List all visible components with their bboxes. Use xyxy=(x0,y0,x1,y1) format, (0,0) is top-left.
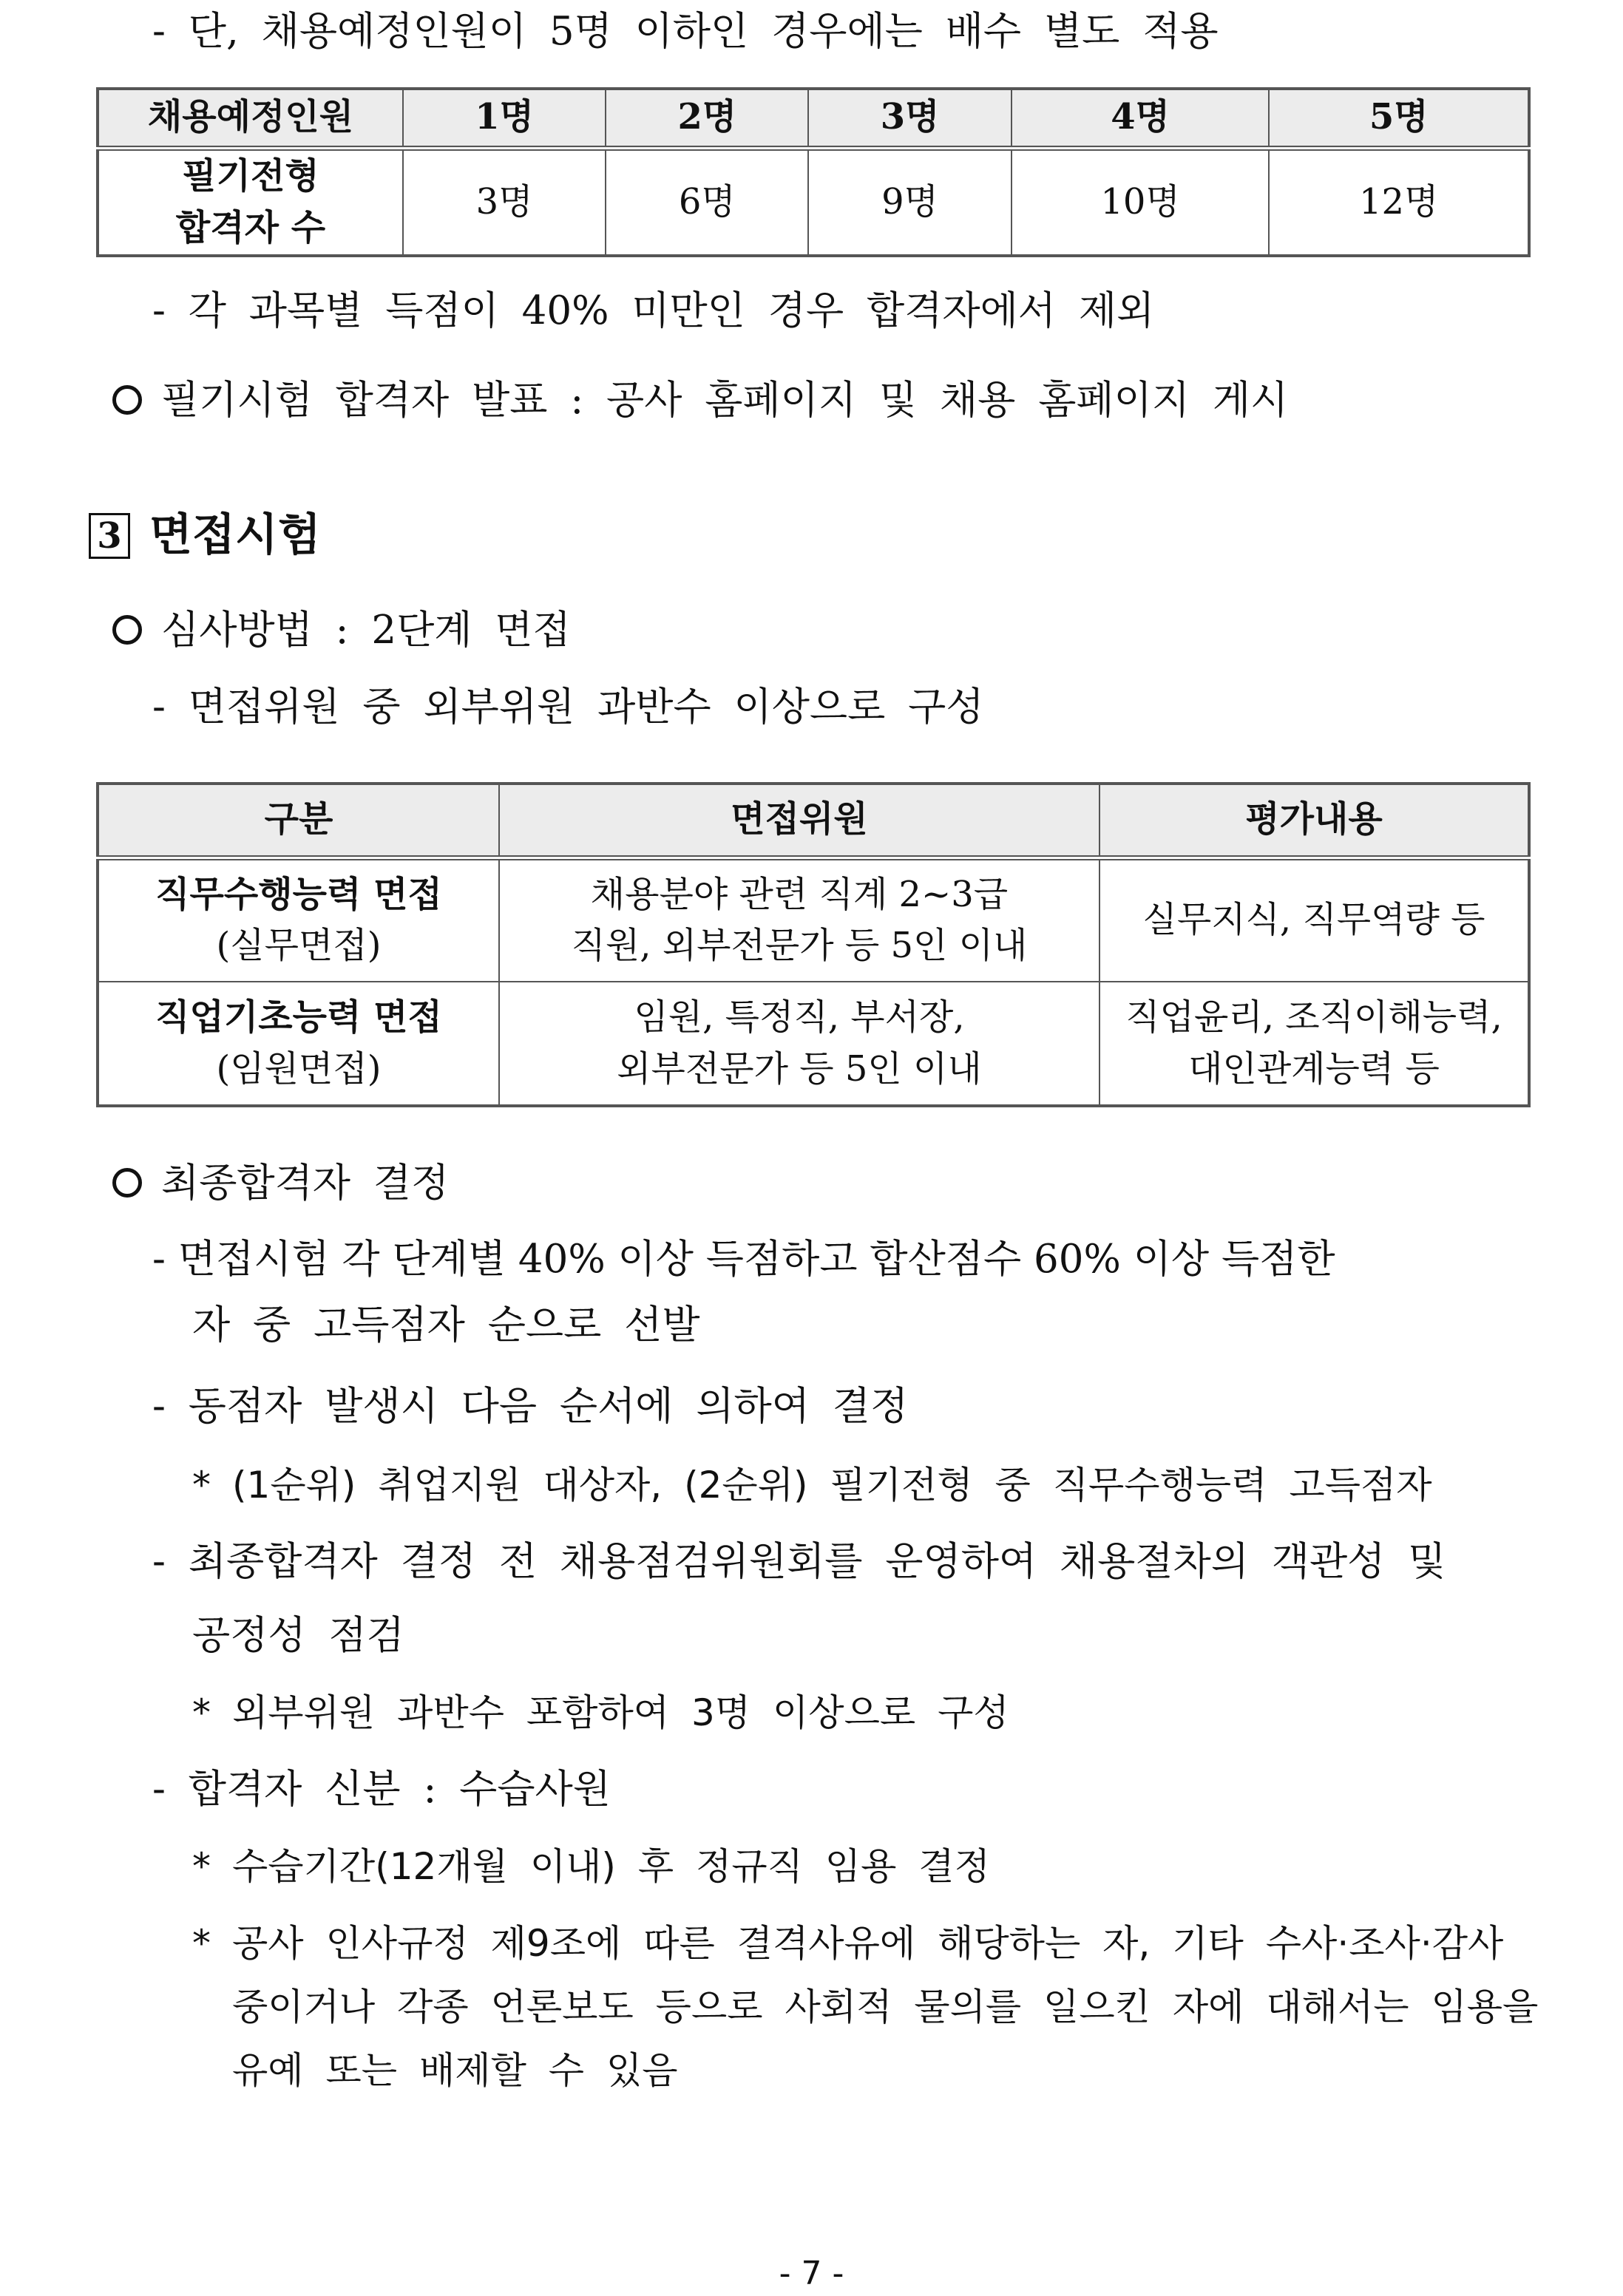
table-cell: 3명 xyxy=(403,148,606,256)
note-min-score: - 각 과목별 득점이 40% 미만인 경우 합격자에서 제외 xyxy=(152,288,1155,333)
table-header-cell: 구분 xyxy=(98,784,499,857)
asterisk-icon: * xyxy=(192,1464,211,1507)
bullet-method: 심사방법 : 2단계 면접 xyxy=(112,611,571,650)
final-item-4-note-1: * 수습기간(12개월 이내) 후 정규직 임용 결정 xyxy=(192,1845,990,1888)
final-item-4: - 합격자 신분 : 수습사원 xyxy=(152,1767,611,1812)
table-header-cell: 평가내용 xyxy=(1099,784,1529,857)
final-item-3-cont: 공정성 점검 xyxy=(192,1613,404,1658)
interview-content: 실무지식, 직무역량 등 xyxy=(1099,857,1529,982)
table-cell: 10명 xyxy=(1012,148,1270,256)
asterisk-icon: * xyxy=(192,1691,211,1734)
final-item-1: - 면접시험 각 단계별 40% 이상 득점하고 합산점수 60% 이상 득점한 xyxy=(152,1237,1335,1282)
table-cell: 6명 xyxy=(606,148,808,256)
final-item-2: - 동점자 발생시 다음 순서에 의하여 결정 xyxy=(152,1384,909,1429)
circle-bullet-icon xyxy=(112,1168,142,1198)
interview-committee: 채용분야 관련 직계 2~3급 직원, 외부전문가 등 5인 이내 xyxy=(499,857,1099,982)
interview-type: 직무수행능력 면접 (실무면접) xyxy=(98,857,499,982)
note-committee: - 면접위원 중 외부위원 과반수 이상으로 구성 xyxy=(152,685,984,730)
final-item-3: - 최종합격자 결정 전 채용점검위원회를 운영하여 채용절차의 객관성 및 xyxy=(152,1539,1446,1584)
interview-content: 직업윤리, 조직이해능력, 대인관계능력 등 xyxy=(1099,982,1529,1106)
bullet-final: 최종합격자 결정 xyxy=(112,1164,449,1203)
final-item-1-cont: 자 중 고득점자 순으로 선발 xyxy=(192,1302,700,1348)
table-header-cell: 1명 xyxy=(403,89,606,148)
final-item-4-note-2-cont: 중이거나 각종 언론보도 등으로 사회적 물의를 일으킨 자에 대해서는 임용을 xyxy=(232,1986,1539,2028)
circle-bullet-icon xyxy=(112,615,142,645)
table-row xyxy=(98,857,1529,982)
table-cell: 9명 xyxy=(808,148,1011,256)
multiplier-table xyxy=(96,87,1531,257)
table-row xyxy=(98,982,1529,1106)
circle-bullet-icon xyxy=(112,385,142,415)
table-header-cell: 3명 xyxy=(808,89,1011,148)
note-multiplier-exception: - 단, 채용예정인원이 5명 이하인 경우에는 배수 별도 적용 xyxy=(152,9,1219,54)
bullet-announcement: 필기시험 합격자 발표 : 공사 홈페이지 및 채용 홈페이지 게시 xyxy=(112,381,1288,420)
table-header-cell: 5명 xyxy=(1269,89,1529,148)
table-header-cell: 4명 xyxy=(1012,89,1270,148)
final-item-2-note: * (1순위) 취업지원 대상자, (2순위) 필기전형 중 직무수행능력 고득점자 xyxy=(192,1464,1432,1507)
section-title: 면접시험 xyxy=(149,509,321,561)
table-cell: 12명 xyxy=(1269,148,1529,256)
row-label: 필기전형 합격자 수 xyxy=(98,148,403,256)
table-row xyxy=(98,148,1529,256)
interview-type: 직업기초능력 면접 (임원면접) xyxy=(98,982,499,1106)
asterisk-icon: * xyxy=(192,1922,211,1965)
final-item-3-note: * 외부위원 과반수 포함하여 3명 이상으로 구성 xyxy=(192,1691,1009,1734)
section-number-box: 3 xyxy=(89,513,130,559)
asterisk-icon: * xyxy=(192,1845,211,1888)
interview-committee: 임원, 특정직, 부서장, 외부전문가 등 5인 이내 xyxy=(499,982,1099,1106)
page-number: - 7 - xyxy=(779,2255,844,2292)
section-heading xyxy=(89,509,321,562)
final-item-4-note-2: * 공사 인사규정 제9조에 따른 결격사유에 해당하는 자, 기타 수사·조사·감사 xyxy=(192,1922,1504,1965)
table-header-cell: 채용예정인원 xyxy=(98,89,403,148)
table-header-cell: 면접위원 xyxy=(499,784,1099,857)
table-header-cell: 2명 xyxy=(606,89,808,148)
interview-table xyxy=(96,782,1531,1107)
final-item-4-note-2-cont2: 유예 또는 배제할 수 있음 xyxy=(232,2049,678,2092)
